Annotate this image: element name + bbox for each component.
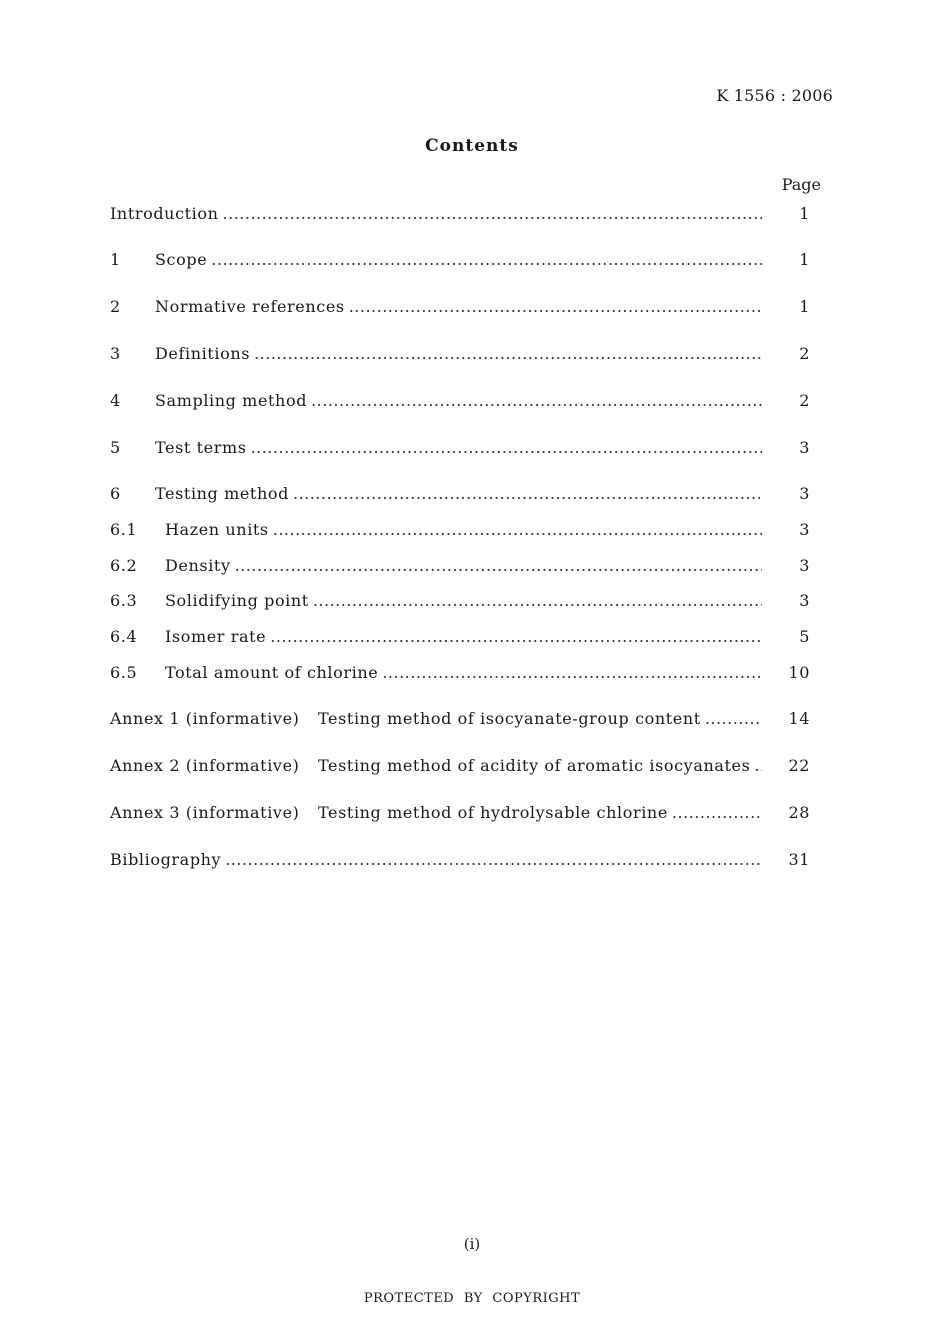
toc-entry-total-chlorine[interactable]	[110, 663, 810, 685]
toc-entry-number: 4	[110, 391, 121, 410]
toc-entry-page: 2	[799, 344, 810, 363]
toc-entry-number: 2	[110, 297, 121, 316]
toc-entry-page: 3	[799, 438, 810, 457]
dot-leader	[311, 391, 762, 410]
toc-entry-annex-2[interactable]	[110, 756, 810, 778]
toc-entry-isomer-rate[interactable]	[110, 627, 810, 649]
toc-entry-bibliography[interactable]	[110, 850, 810, 872]
toc-entry-number: 6.3	[110, 591, 138, 610]
toc-entry-page: 10	[788, 663, 810, 682]
toc-entry-density[interactable]	[110, 556, 810, 578]
toc-entry-introduction[interactable]	[110, 204, 810, 226]
toc-entry-label: Total amount of chlorine	[165, 663, 379, 682]
toc-entry-label: Scope	[155, 250, 208, 269]
toc-entry-hazen-units[interactable]	[110, 520, 810, 542]
toc-entry-solidifying-point[interactable]	[110, 591, 810, 613]
toc-entry-label: Testing method of isocyanate-group content	[318, 709, 701, 728]
toc-entry-number: 6	[110, 484, 121, 503]
toc-entry-page: 22	[788, 756, 810, 775]
toc-entry-page: 3	[799, 556, 810, 575]
toc-entry-annex-3[interactable]	[110, 803, 810, 825]
toc-entry-page: 3	[799, 520, 810, 539]
toc-entry-page: 2	[799, 391, 810, 410]
dot-leader	[223, 204, 762, 223]
dot-leader	[270, 627, 762, 646]
toc-entry-label: Hazen units	[165, 520, 269, 539]
toc-entry-sampling-method[interactable]	[110, 391, 810, 413]
dot-leader	[349, 297, 762, 316]
page-column-label: Page	[781, 175, 821, 194]
toc-entry-label: Introduction	[110, 204, 219, 223]
toc-entry-number: 3	[110, 344, 121, 363]
toc-entry-label: Definitions	[155, 344, 251, 363]
toc-entry-label: Test terms	[155, 438, 247, 457]
dot-leader	[235, 556, 762, 575]
copyright-notice: PROTECTED BY COPYRIGHT	[363, 1291, 581, 1306]
toc-entry-label: Bibliography	[110, 850, 222, 869]
toc-entry-number: 6.2	[110, 556, 138, 575]
dot-leader	[273, 520, 762, 539]
toc-entry-test-terms[interactable]	[110, 438, 810, 460]
dot-leader	[672, 803, 762, 822]
toc-entry-label: Solidifying point	[165, 591, 309, 610]
toc-entry-page: 3	[799, 484, 810, 503]
toc-entry-page: 1	[799, 297, 810, 316]
toc-entry-page: 3	[799, 591, 810, 610]
dot-leader	[251, 438, 762, 457]
toc-entry-label: Testing method of acidity of aromatic isocyanates	[318, 756, 751, 775]
toc-entry-label: Testing method	[155, 484, 289, 503]
dot-leader	[293, 484, 762, 503]
toc-entry-number: 1	[110, 250, 121, 269]
toc-entry-label: Sampling method	[155, 391, 308, 410]
dot-leader	[754, 756, 762, 775]
dot-leader	[225, 850, 762, 869]
toc-entry-page: 14	[788, 709, 810, 728]
toc-entry-page: 28	[788, 803, 810, 822]
dot-leader	[705, 709, 762, 728]
toc-entry-normative-references[interactable]	[110, 297, 810, 319]
dot-leader	[254, 344, 762, 363]
toc-entry-definitions[interactable]	[110, 344, 810, 366]
standard-code: K 1556 : 2006	[716, 86, 833, 105]
toc-entry-number: 6.5	[110, 663, 138, 682]
page-folio: (i)	[463, 1235, 481, 1253]
dot-leader	[382, 663, 762, 682]
toc-entry-number: Annex 1 (informative)	[110, 709, 300, 728]
toc-entry-page: 31	[788, 850, 810, 869]
toc-entry-scope[interactable]	[110, 250, 810, 272]
dot-leader	[313, 591, 762, 610]
toc-entry-annex-1[interactable]	[110, 709, 810, 731]
toc-entry-label: Normative references	[155, 297, 345, 316]
toc-entry-label: Density	[165, 556, 231, 575]
toc-entry-number: 5	[110, 438, 121, 457]
toc-entry-testing-method[interactable]	[110, 484, 810, 506]
toc-entry-page: 5	[799, 627, 810, 646]
toc-entry-number: 6.1	[110, 520, 138, 539]
toc-entry-label: Isomer rate	[165, 627, 267, 646]
toc-entry-number: Annex 3 (informative)	[110, 803, 300, 822]
toc-entry-label: Testing method of hydrolysable chlorine	[318, 803, 668, 822]
contents-title: Contents	[425, 136, 519, 156]
dot-leader	[211, 250, 762, 269]
toc-entry-page: 1	[799, 204, 810, 223]
toc-entry-number: Annex 2 (informative)	[110, 756, 300, 775]
toc-entry-page: 1	[799, 250, 810, 269]
toc-entry-number: 6.4	[110, 627, 138, 646]
